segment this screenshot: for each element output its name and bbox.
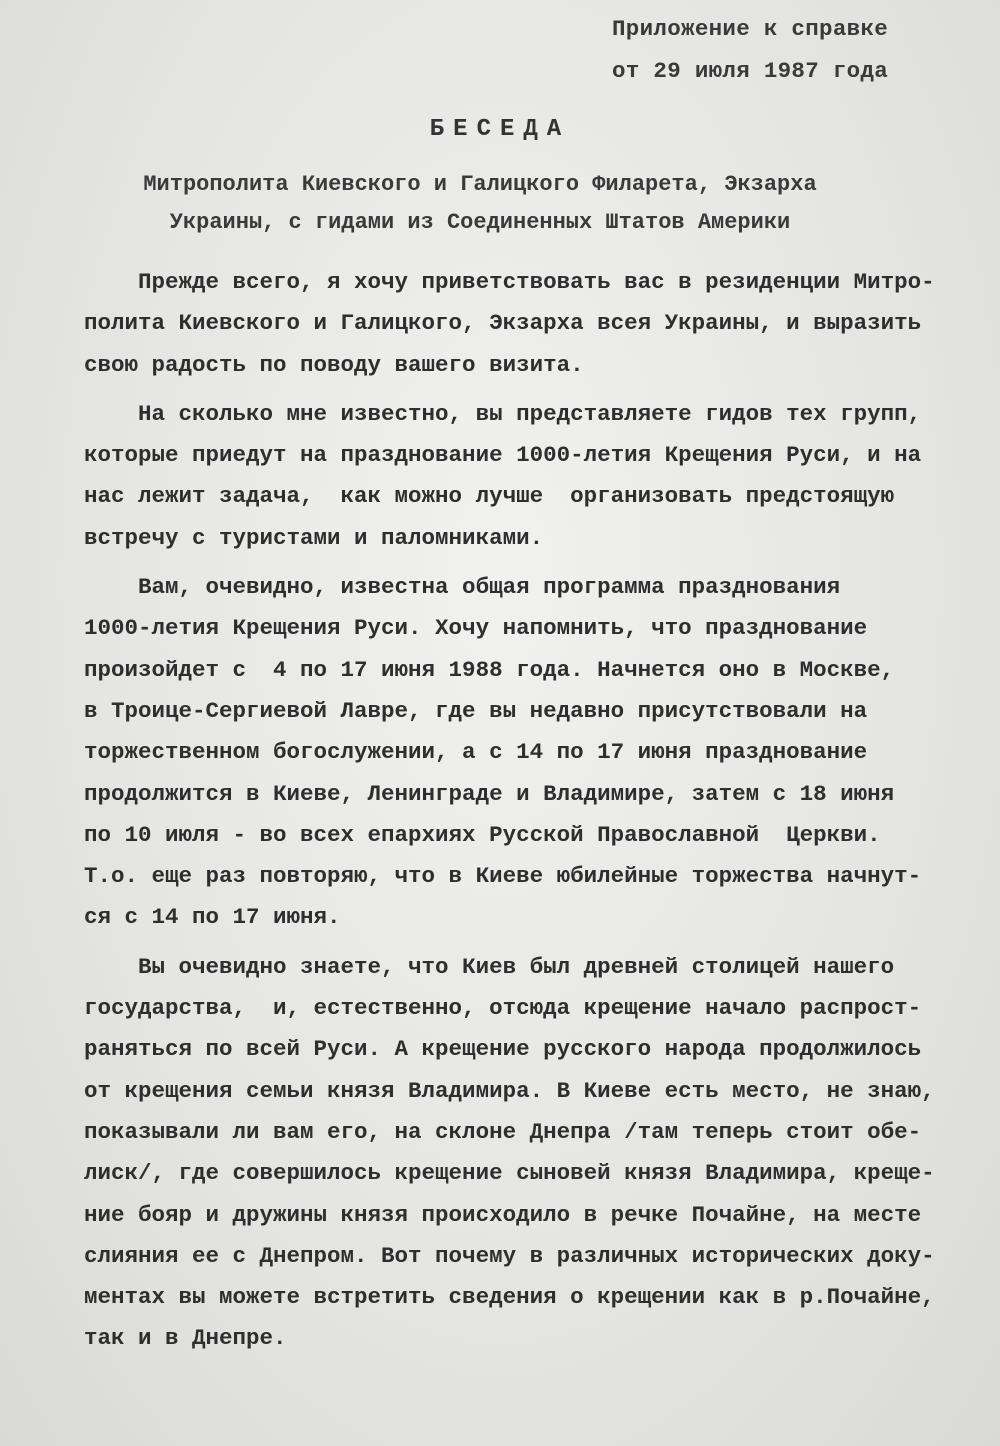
document-subtitle [100,166,860,242]
text-line: так и в Днепре. [84,1325,287,1352]
text-line: по 10 июля - во всех епархиях Русской Православной Церкви. [84,821,881,848]
text-line: ся с 14 по 17 июня. [84,904,341,931]
text-line: слияния ее с Днепром. Вот почему в различных исторических доку- [84,1242,935,1269]
text-line: 1000-летия Крещения Руси. Хочу напомнить, что празднование [84,615,868,642]
paragraph [84,947,964,1360]
text-line: Вы очевидно знаете, что Киев был древней столицей нашего [84,953,895,980]
paragraph [84,262,964,386]
text-line: На сколько мне известно, вы представляете гидов тех групп, [84,400,922,427]
paragraph [84,394,964,559]
text-line: Т.о. еще раз повторяю, что в Киеве юбилейные торжества начнут- [84,863,922,890]
attachment-note-line-2: от 29 июля 1987 года [612,58,889,84]
text-line: показывали ли вам его, на склоне Днепра /там теперь стоит обе- [84,1118,922,1145]
text-line: раняться по всей Руси. А крещение русского народа продолжилось [84,1036,922,1063]
document-body [84,262,964,1360]
paragraph-gap [84,559,964,567]
paragraph-gap [84,386,964,394]
text-line: ние бояр и дружины князя происходило в речке Почайне, на месте [84,1201,922,1228]
text-line: встречу с туристами и паломниками. [84,524,544,551]
text-line: торжественном богослужении, а с 14 по 17 июня празднование [84,739,868,766]
text-line: полита Киевского и Галицкого, Экзарха всея Украины, и выразить [84,310,922,337]
text-line: Прежде всего, я хочу приветствовать вас в резиденции Митро- [84,269,935,295]
document-title: БЕСЕДА [429,116,571,143]
subtitle-line-1: Митрополита Киевского и Галицкого Филарета, Экзарха [143,172,817,197]
text-line: произойдет с 4 по 17 июня 1988 года. Начнется оно в Москве, [84,656,895,683]
text-line: нас лежит задача, как можно лучше организовать предстоящую [84,483,895,510]
text-line: лиск/, где совершилось крещение сыновей князя Владимира, креще- [84,1160,935,1187]
text-line: свою радость по поводу вашего визита. [84,351,584,378]
paragraph-gap [84,939,964,947]
text-line: в Троице-Сергиевой Лавре, где вы недавно присутствовали на [84,697,868,724]
subtitle-line-2: Украины, с гидами из Соединенных Штатов Америки [169,210,791,235]
text-line: которые приедут на празднование 1000-летия Крещения Руси, и на [84,442,922,469]
text-line: продолжится в Киеве, Ленинграде и Владимире, затем с 18 июня [84,780,895,807]
text-line: ментах вы можете встретить сведения о крещении как в р.Почайне, [84,1284,935,1311]
text-line: Вам, очевидно, известна общая программа празднования [84,574,841,601]
text-line: государства, и, естественно, отсюда крещение начало распрост- [84,995,922,1022]
paragraph [84,567,964,939]
attachment-note [612,8,902,92]
attachment-note-line-1: Приложение к справке [612,16,889,42]
text-line: от крещения семьи князя Владимира. В Киеве есть место, не знаю, [84,1077,935,1104]
